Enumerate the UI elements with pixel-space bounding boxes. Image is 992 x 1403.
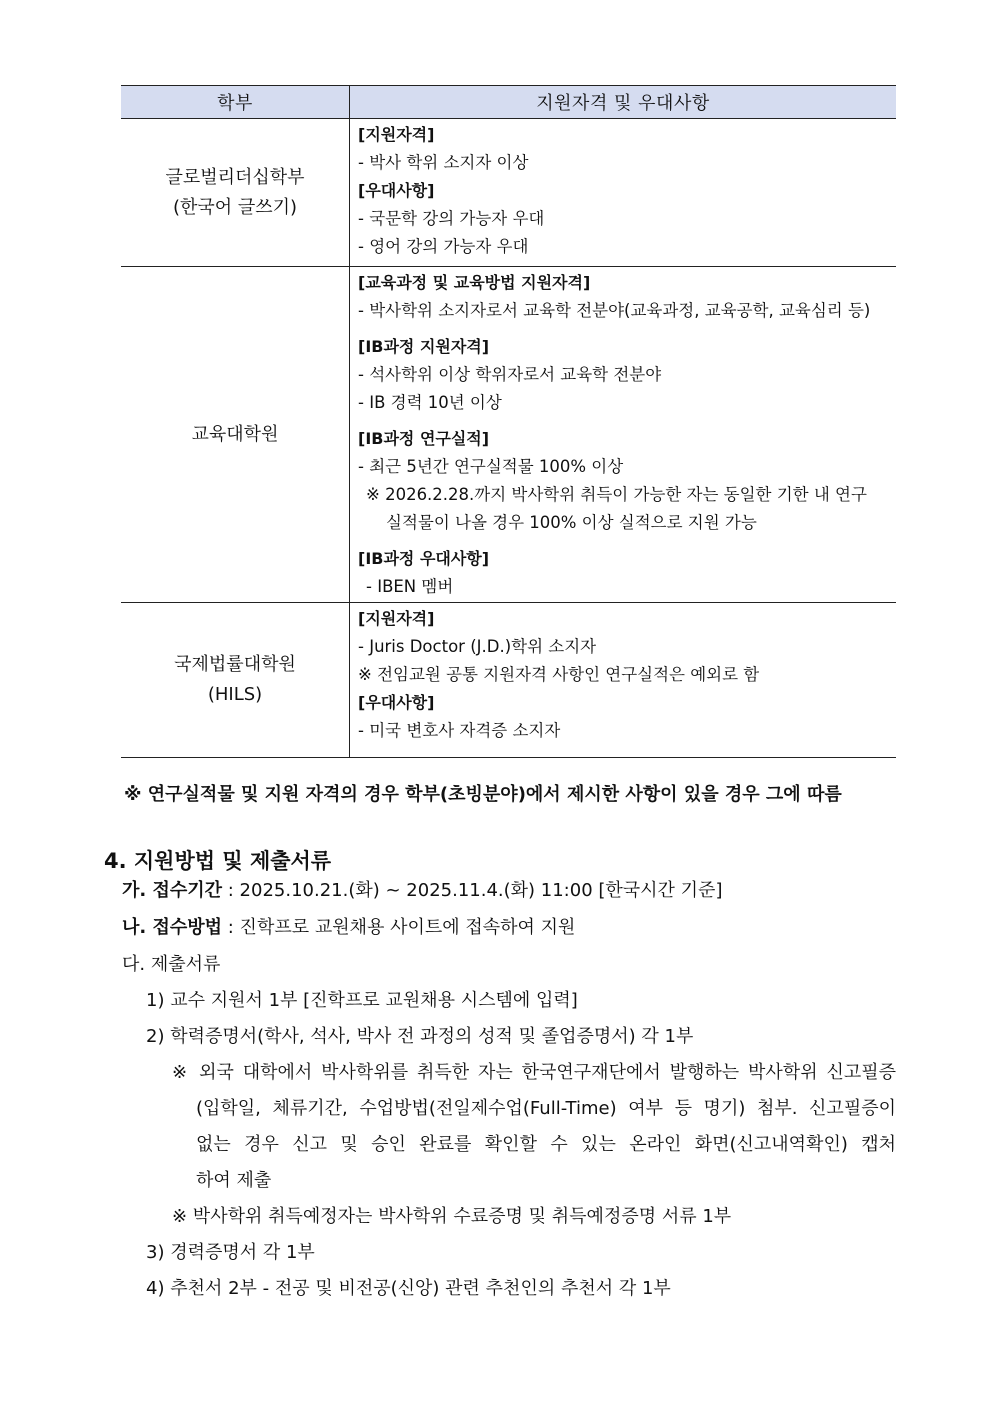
- qualification-heading: [우대사항]: [358, 693, 435, 712]
- qualification-line: - 국문학 강의 가능자 우대: [358, 209, 545, 228]
- reception-period-value: : 2025.10.21.(화) ~ 2025.11.4.(화) 11:00 [한국시간 기준]: [222, 880, 723, 901]
- doc-note-1-line-4: 하여 제출: [196, 1170, 272, 1191]
- doc-note-1-line-2: (입학일, 체류기간, 수업방법(전일제수업(Full-Time) 여부 등 명기) 첨부. 신고필증이: [196, 1098, 896, 1119]
- qualification-heading: [IB과정 지원자격]: [358, 337, 490, 356]
- document-item-4: 4) 추천서 2부 - 전공 및 비전공(신앙) 관련 추천인의 추천서 각 1부: [146, 1278, 671, 1299]
- qualification-line: - 박사 학위 소지자 이상: [358, 153, 529, 172]
- qualification-line: - IBEN 멤버: [366, 577, 454, 596]
- reception-period: [122, 873, 722, 909]
- qualification-line: ※ 전임교원 공통 지원자격 사항인 연구실적은 예외로 함: [358, 665, 760, 684]
- qualification-heading: [지원자격]: [358, 609, 435, 628]
- qualification-table: [121, 85, 896, 758]
- qualification-heading: [지원자격]: [358, 125, 435, 144]
- qualification-line: 실적물이 나올 경우 100% 이상 실적으로 지원 가능: [386, 513, 757, 532]
- table-header-row: [121, 86, 896, 119]
- qualification-heading: [IB과정 우대사항]: [358, 549, 490, 568]
- department-name: (HILS): [207, 684, 263, 705]
- qualification-line: ※ 2026.2.28.까지 박사학위 취득이 가능한 자는 동일한 기한 내 연구: [366, 485, 867, 504]
- qualification-cell: [350, 119, 897, 267]
- research-note: ※ 연구실적물 및 지원 자격의 경우 학부(초빙분야)에서 제시한 사항이 있을 경우 그에 따름: [124, 784, 842, 805]
- document-item-1: 1) 교수 지원서 1부 [진학프로 교원채용 시스템에 입력]: [146, 990, 578, 1011]
- reception-period-label: 가. 접수기간: [122, 880, 223, 901]
- doc-note-2: ※ 박사학위 취득예정자는 박사학위 수료증명 및 취득예정증명 서류 1부: [172, 1206, 732, 1227]
- qualification-heading: [교육과정 및 교육방법 지원자격]: [358, 273, 591, 292]
- document-item-3: 3) 경력증명서 각 1부: [146, 1242, 315, 1263]
- qualification-line: - 석사학위 이상 학위자로서 교육학 전분야: [358, 365, 662, 384]
- qualification-line: - Juris Doctor (J.D.)학위 소지자: [358, 637, 597, 656]
- reception-method-value: : 진학프로 교원채용 사이트에 접속하여 지원: [222, 917, 576, 938]
- department-name: 국제법률대학원: [174, 654, 296, 675]
- department-name: 글로벌리더십학부: [165, 166, 305, 188]
- qualification-cell: [350, 267, 897, 603]
- doc-note-1-line-3: 없는 경우 신고 및 승인 완료를 확인할 수 있는 온라인 화면(신고내역확인) 캡처: [196, 1134, 896, 1155]
- reception-method: [122, 910, 575, 946]
- doc-note-1-line-1: ※ 외국 대학에서 박사학위를 취득한 자는 한국연구재단에서 발행하는 박사학위 신고필증: [172, 1062, 896, 1083]
- qualification-line: - 최근 5년간 연구실적물 100% 이상: [358, 457, 624, 476]
- department-cell: [121, 603, 350, 758]
- department-name: 교육대학원: [191, 423, 279, 445]
- header-qualifications: 지원자격 및 우대사항: [350, 86, 897, 119]
- document-item-2: 2) 학력증명서(학사, 석사, 박사 전 과정의 성적 및 졸업증명서) 각 1부: [146, 1026, 694, 1047]
- table-row: [121, 267, 896, 603]
- qualification-heading: [IB과정 연구실적]: [358, 429, 490, 448]
- department-cell: [121, 119, 350, 267]
- spacer: [358, 417, 896, 425]
- section-title: 4. 지원방법 및 제출서류: [104, 849, 332, 873]
- documents-label: 다. 제출서류: [122, 954, 221, 975]
- qualification-line: - 미국 변호사 자격증 소지자: [358, 721, 561, 740]
- qualification-line: - 박사학위 소지자로서 교육학 전분야(교육과정, 교육공학, 교육심리 등): [358, 301, 871, 320]
- qualification-cell: [350, 603, 897, 758]
- qualification-heading: [우대사항]: [358, 181, 435, 200]
- qualification-line: - 영어 강의 가능자 우대: [358, 237, 529, 256]
- department-name: (한국어 글쓰기): [172, 196, 298, 218]
- department-cell: [121, 267, 350, 603]
- qualification-line: - IB 경력 10년 이상: [358, 393, 502, 412]
- spacer: [358, 325, 896, 333]
- header-department: 학부: [121, 86, 350, 119]
- spacer: [358, 537, 896, 545]
- table-row: [121, 119, 896, 267]
- table-row: [121, 603, 896, 758]
- reception-method-label: 나. 접수방법: [122, 917, 223, 938]
